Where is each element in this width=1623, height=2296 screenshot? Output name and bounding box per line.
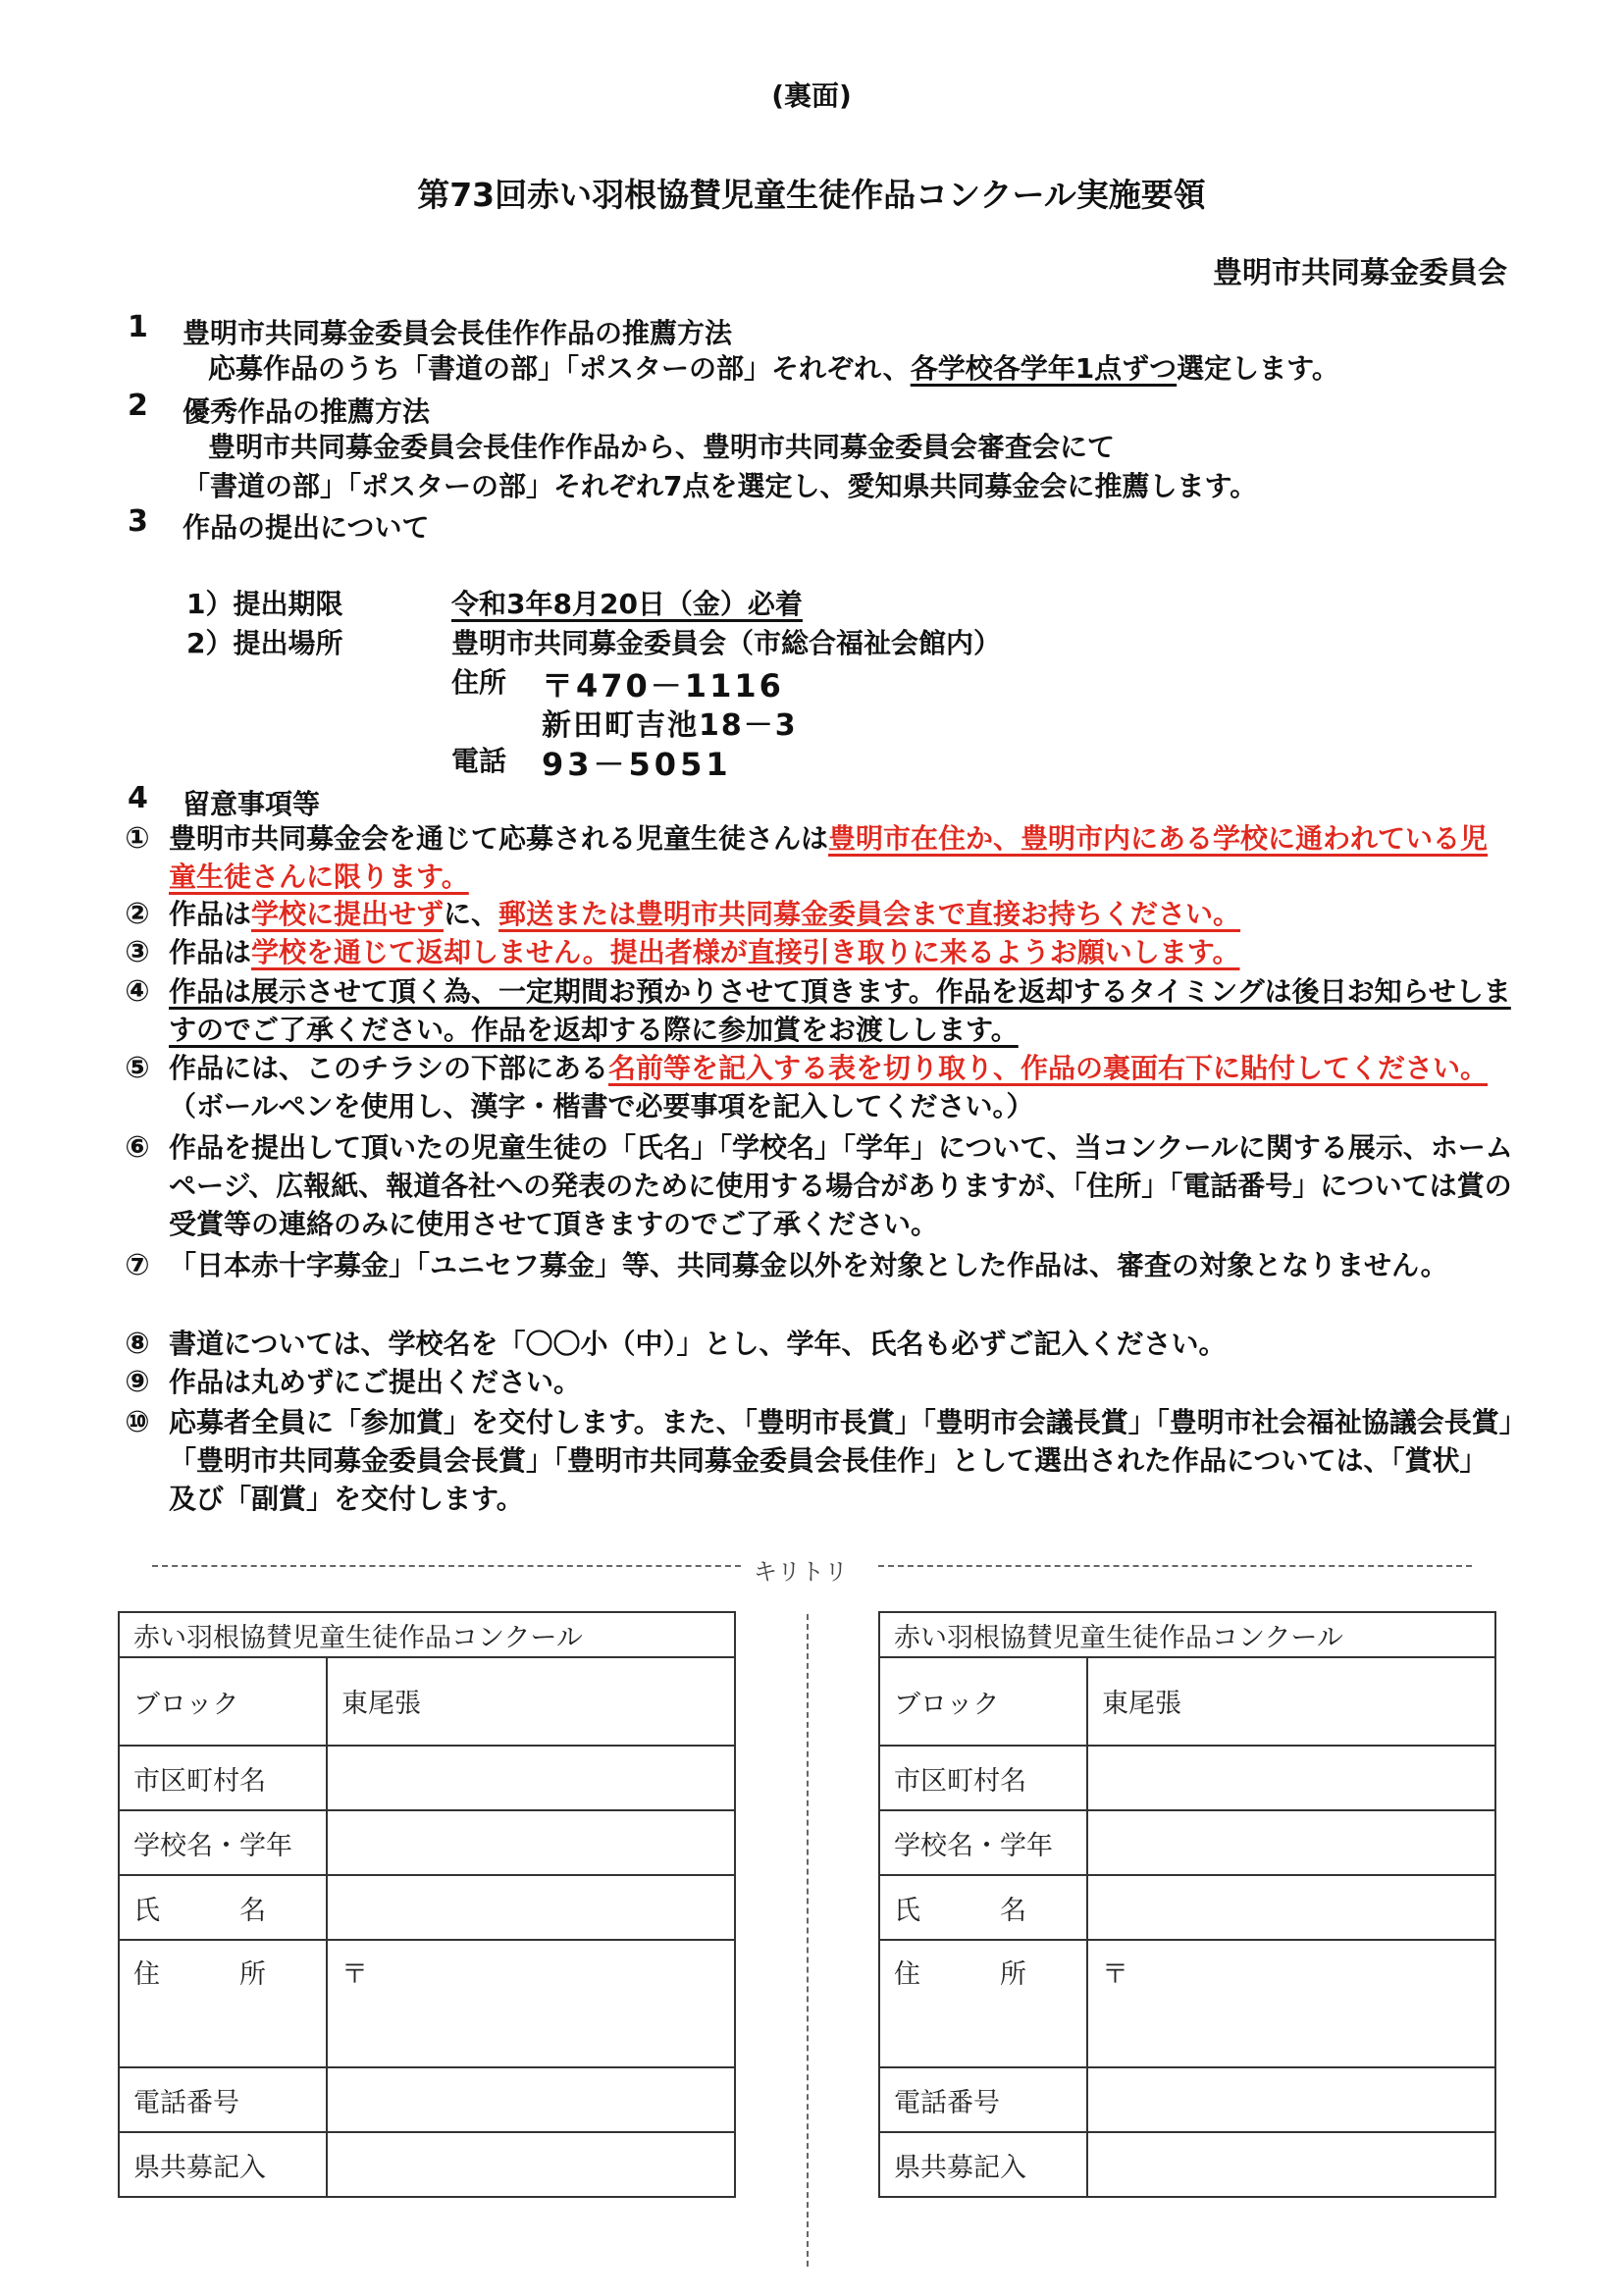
cut-line-left	[152, 1565, 741, 1567]
note-3-mark: ③	[125, 935, 150, 969]
pref-field[interactable]	[1087, 2132, 1495, 2197]
address-label: 住 所	[119, 1940, 327, 2067]
deadline-label: 1）提出期限	[186, 588, 343, 620]
note-5-highlight: 名前等を記入する表を切り取り、作品の裏面右下に貼付してください。	[608, 1052, 1489, 1084]
note-2-a: 作品は	[169, 898, 252, 930]
name-field[interactable]	[1087, 1875, 1495, 1940]
note-1-a: 豊明市共同募金会を通じて応募される児童生徒さんは	[169, 822, 829, 855]
postal-code: 〒470－1116	[542, 667, 784, 704]
city-label: 市区町村名	[879, 1746, 1087, 1810]
address-field[interactable]: 〒	[327, 1940, 735, 2067]
note-3-a: 作品は	[169, 936, 252, 968]
note-2-highlight-1: 学校に提出せず	[251, 898, 445, 930]
address-label: 住 所	[879, 1940, 1087, 2067]
note-1-mark: ①	[125, 821, 150, 856]
note-5-c: （ボールペンを使用し、漢字・楷書で必要事項を記入してください。）	[169, 1090, 1034, 1122]
pref-label: 県共募記入	[879, 2132, 1087, 2197]
school-field[interactable]	[1087, 1810, 1495, 1875]
note-7-mark: ⑦	[125, 1248, 150, 1282]
city-field[interactable]	[1087, 1746, 1495, 1810]
street-address: 新田町吉池18－3	[542, 708, 798, 743]
pref-field[interactable]	[327, 2132, 735, 2197]
phone-label: 電話	[451, 745, 507, 777]
city-field[interactable]	[327, 1746, 735, 1810]
school-label: 学校名・学年	[119, 1810, 327, 1875]
note-2-mark: ②	[125, 897, 150, 931]
note-6-mark: ⑥	[125, 1130, 150, 1165]
note-10-mark: ⑩	[125, 1405, 150, 1439]
section-2-number: 2	[128, 389, 148, 423]
section-1-body-c: 選定します。	[1177, 352, 1339, 385]
section-2-title: 優秀作品の推薦方法	[183, 395, 431, 428]
section-2-line2: 「書道の部」「ポスターの部」それぞれ7点を選定し、愛知県共同募金会に推薦します。	[183, 470, 1258, 502]
section-3-title: 作品の提出について	[183, 511, 430, 544]
form-header: 赤い羽根協賛児童生徒作品コンクール	[119, 1612, 735, 1657]
note-5-a: 作品には、このチラシの下部にある	[169, 1052, 609, 1084]
block-label: ブロック	[119, 1657, 327, 1746]
note-2-highlight-2: 郵送または豊明市共同募金委員会まで直接お持ちください。	[498, 898, 1241, 930]
section-1-title: 豊明市共同募金委員会長佳作作品の推薦方法	[183, 317, 733, 349]
place-label: 2）提出場所	[186, 627, 343, 659]
note-4-text: 作品は展示させて頂く為、一定期間お預かりさせて頂きます。作品を返却するタイミングは後日お知らせしますのでご了承ください。作品を返却する際に参加賞をお渡しします。	[169, 975, 1511, 1046]
cut-line-right	[878, 1565, 1472, 1567]
phone-field[interactable]	[1087, 2067, 1495, 2132]
note-10: 応募者全員に「参加賞」を交付します。また、「豊明市長賞」「豊明市会議長賞」「豊明市社会福祉協議会長賞」「豊明市共同募金委員会長賞」「豊明市共同募金委員会長佳作」として選出された作品については、「賞状」及び「副賞」を交付します。	[169, 1406, 1513, 1515]
phone-label: 電話番号	[879, 2067, 1087, 2132]
address-label: 住所	[451, 666, 507, 699]
section-1-number: 1	[128, 310, 148, 344]
cut-line-label: キリトリ	[754, 1558, 848, 1586]
name-label: 氏 名	[119, 1875, 327, 1940]
block-value: 東尾張	[327, 1657, 735, 1746]
pref-label: 県共募記入	[119, 2132, 327, 2197]
phone-label: 電話番号	[119, 2067, 327, 2132]
note-8: 書道については、学校名を「〇〇小（中）」とし、学年、氏名も必ずご記入ください。	[169, 1328, 1227, 1360]
cut-line-vertical	[807, 1614, 809, 2267]
issuer: 豊明市共同募金委員会	[1213, 256, 1507, 290]
entry-form-left	[118, 1611, 736, 2198]
note-9-mark: ⑨	[125, 1365, 150, 1399]
block-value: 東尾張	[1087, 1657, 1495, 1746]
section-1-body-highlight: 各学校各学年1点ずつ	[910, 352, 1178, 385]
side-label: (裏面)	[771, 79, 852, 112]
note-6: 作品を提出して頂いたの児童生徒の「氏名」「学校名」「学年」について、当コンクールに関する展示、ホームページ、広報紙、報道各社への発表のために使用する場合がありますが、「住所」「電話番号」については賞の受賞等の連絡のみに使用させて頂きますのでご了承ください。	[169, 1131, 1513, 1240]
place-value: 豊明市共同募金委員会（市総合福祉会館内）	[451, 627, 1002, 659]
form-header: 赤い羽根協賛児童生徒作品コンクール	[879, 1612, 1495, 1657]
note-8-mark: ⑧	[125, 1327, 150, 1361]
note-7: 「日本赤十字募金」「ユニセフ募金」等、共同募金以外を対象とした作品は、審査の対象となりません。	[169, 1249, 1448, 1281]
note-3-highlight: 学校を通じて返却しません。提出者様が直接引き取りに来るようお願いします。	[251, 936, 1240, 968]
section-3-number: 3	[128, 504, 148, 539]
note-2-c: に、	[444, 898, 499, 930]
phone-field[interactable]	[327, 2067, 735, 2132]
note-5-mark: ⑤	[125, 1051, 150, 1085]
page-title: 第73回赤い羽根協賛児童生徒作品コンクール実施要領	[417, 176, 1206, 214]
block-label: ブロック	[879, 1657, 1087, 1746]
note-1-highlight: 豊明市在住か、豊明市内にある学校に通われている児童生徒さんに限ります。	[169, 822, 1489, 893]
phone-number: 93－5051	[542, 746, 732, 783]
section-1-body-a: 応募作品のうち「書道の部」「ポスターの部」それぞれ、	[208, 352, 911, 385]
note-4-mark: ④	[125, 974, 150, 1009]
city-label: 市区町村名	[119, 1746, 327, 1810]
section-4-title: 留意事項等	[183, 788, 321, 820]
note-4	[169, 972, 1513, 1049]
note-1	[169, 819, 1513, 896]
school-field[interactable]	[327, 1810, 735, 1875]
deadline-value: 令和3年8月20日（金）必着	[451, 588, 803, 620]
section-4-number: 4	[128, 781, 148, 815]
address-field[interactable]: 〒	[1087, 1940, 1495, 2067]
section-1-body	[208, 349, 1339, 389]
note-3	[169, 933, 1513, 971]
note-2	[169, 895, 1513, 933]
note-9: 作品は丸めずにご提出ください。	[169, 1366, 582, 1398]
entry-form-right	[878, 1611, 1496, 2198]
name-label: 氏 名	[879, 1875, 1087, 1940]
section-2-line1: 豊明市共同募金委員会長佳作作品から、豊明市共同募金委員会審査会にて	[208, 431, 1116, 463]
school-label: 学校名・学年	[879, 1810, 1087, 1875]
note-5	[169, 1049, 1513, 1125]
name-field[interactable]	[327, 1875, 735, 1940]
